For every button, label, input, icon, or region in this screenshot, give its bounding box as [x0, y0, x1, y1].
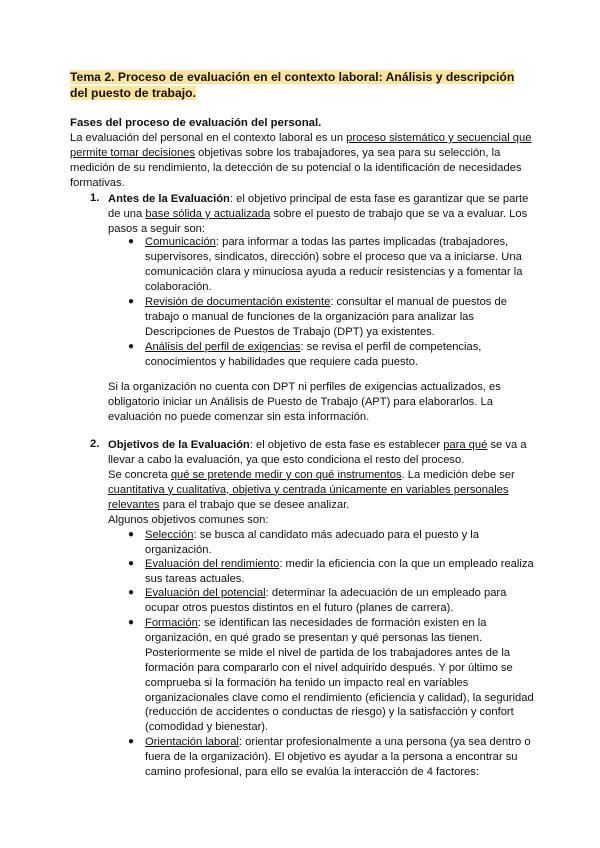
phase2-item [145, 557, 537, 587]
page-title [70, 70, 532, 101]
phase2-item [145, 528, 537, 558]
phase2-item-term: Formación [145, 617, 198, 629]
phase2-text-c: Se concreta [108, 468, 171, 481]
phase2-item [145, 616, 537, 735]
intro-text-a: La evaluación del personal en el contexto laboral es un [70, 132, 347, 144]
phase2-item-text: : se identifican las necesidades de formación existen en la organización, en qué grado se presentan y qué personas las tienen. Posteriormente se mide el nivel de partida de los trabajadores antes de la formación para compararlo con el nivel adquirido después. Y por último se comprueba si la formación ha tenido un impacto real en variables organizacionales clave como el rendimiento (eficiencia y calidad), la seguridad (reducción de accidentes o conductas de riesgo) y la satisfacción y confort (comodidad y bienestar). [145, 617, 534, 734]
title-highlight: Tema 2. Proceso de evaluación en el contexto laboral: Análisis y descripción del puesto de trabajo. [70, 70, 515, 100]
bullet-icon: ● [128, 736, 135, 747]
phase2-title: Objetivos de la Evaluación [108, 439, 250, 451]
phase2-item-text: : se busca al candidato más adecuado para el puesto y la organización. [145, 529, 479, 556]
phase2-item-term: Evaluación del potencial [145, 587, 266, 599]
phase2-item-text: : medir la eficiencia con la que un empleado realiza sus tareas actuales. [145, 558, 534, 585]
phase2-text-d: . La medición debe ser [401, 468, 515, 481]
bullet-icon: ● [128, 587, 135, 598]
bullet-icon: ● [128, 558, 135, 569]
phase1-paragraph [108, 192, 538, 237]
section-heading: Fases del proceso de evaluación del personal. [70, 117, 322, 129]
phase2-underlined: para qué [443, 439, 488, 451]
phase2-item-text: : determinar la adecuación de un empleado para ocupar otros puestos distintos en el futuro (planes de carrera). [145, 587, 507, 614]
phase2-paragraph [108, 438, 538, 527]
phase2-item-term: Orientación laboral [145, 736, 239, 748]
phase2-item [145, 586, 537, 616]
phase1-item [145, 295, 537, 340]
phase2-item [145, 735, 537, 780]
phase1-text-b: sobre el puesto de trabajo que se va a evaluar. Los pasos a seguir son: [108, 207, 528, 235]
phase1-item-term: Comunicación [145, 236, 216, 248]
phase2-underlined: qué se pretende medir y con qué instrumentos [170, 468, 402, 481]
phase2-number: 2. [90, 438, 100, 450]
phase1-item-term: Análisis del perfil de exigencias [145, 341, 301, 353]
phase1-underlined: base sólida y actualizada [145, 207, 271, 220]
phase2-item-term: Evaluación del rendimiento [145, 558, 280, 570]
phase1-title: Antes de la Evaluación [108, 193, 230, 205]
phase1-note: Si la organización no cuenta con DPT ni perfiles de exigencias actualizados, es obligatorio iniciar un Análisis de Puesto de Trabajo (APT) para elaborarlos. La evaluación no puede comenzar sin esta información. [108, 381, 501, 423]
phase2-item-text: : orientar profesionalmente a una persona (ya sea dentro o fuera de la organización). El objetivo es ayudar a la persona a encontrar su camino profesional, para ello se evalúa la interacción de 4 factores: [145, 736, 531, 778]
phase2-lead: Algunos objetivos comunes son: [108, 513, 269, 526]
intro-paragraph [70, 131, 536, 191]
phase1-item-text: : se revisa el perfil de competencias, conocimientos y habilidades que requiere cada puesto. [145, 341, 482, 368]
bullet-icon: ● [128, 341, 135, 352]
phase2-item-term: Selección [145, 529, 194, 541]
bullet-icon: ● [128, 236, 135, 247]
phase1-number: 1. [90, 192, 100, 204]
phase2-text-e: para el trabajo que se desee analizar. [159, 498, 350, 511]
phase2-underlined: cuantitativa y cualitativa, objetiva y centrada únicamente en variables personales relevantes [108, 483, 509, 511]
phase1-item [145, 340, 537, 370]
bullet-icon: ● [128, 617, 135, 628]
phase1-text-a: : el objetivo principal de esta fase es garantizar que se parte de una [108, 193, 529, 220]
phase1-item-text: : para informar a todas las partes implicadas (trabajadores, supervisores, sindicatos, dirección) sobre el proceso que va a iniciarse. Una comunicación clara y minuciosa ayuda a reducir resistencias y a fomentar la colaboración. [145, 236, 523, 293]
intro-underlined: proceso sistemático y secuencial que permite tomar decisiones [70, 132, 532, 159]
phase1-item-term: Revisión de documentación existente [145, 296, 331, 308]
intro-text-b: objetivas sobre los trabajadores, ya sea para su selección, la medición de su rendimiento, la detección de su potencial o la identificación de necesidades formativas. [70, 146, 522, 189]
phase1-item [145, 235, 537, 295]
phase2-text-b: se va a llevar a cabo la evaluación, ya que esto condiciona el resto del proceso. [108, 439, 527, 466]
bullet-icon: ● [128, 529, 135, 540]
phase2-text-a: : el objetivo de esta fase es establecer [249, 439, 444, 451]
bullet-icon: ● [128, 296, 135, 307]
phase1-item-text: : consultar el manual de puestos de trabajo o manual de funciones de la organización para analizar las Descripciones de Puestos de Trabajo (DPT) ya existentes. [145, 296, 507, 338]
